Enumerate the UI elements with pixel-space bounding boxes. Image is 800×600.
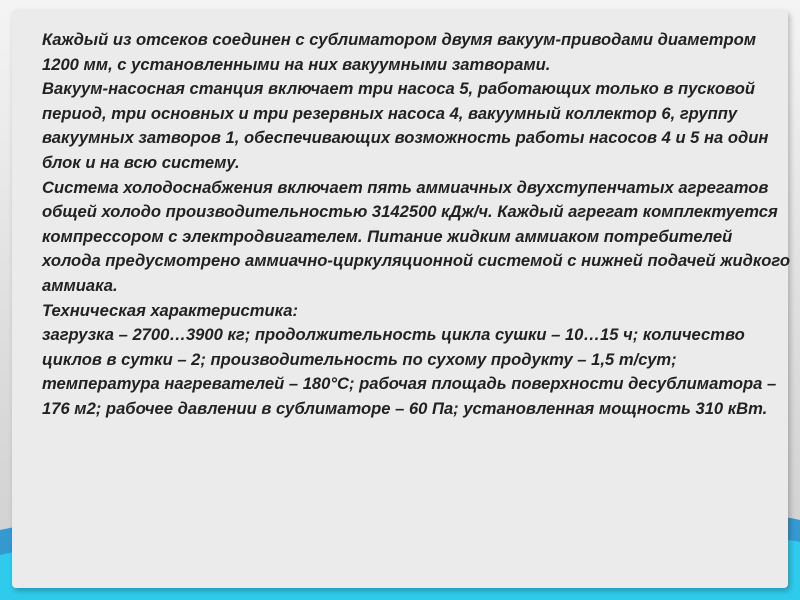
paragraph-vacuum-connections: Каждый из отсеков соединен с сублиматором двумя вакуум-приводами диаметром 1200 мм, с установленными на них вакуумными затворами. [42, 30, 757, 74]
slide-body-text [42, 28, 790, 422]
paragraph-specs-values: загрузка – 2700…3900 кг; продолжительность цикла сушки – 10…15 ч; количество циклов в сутки – 2; производительность по сухому продукту – 1,5 т/сут; температура нагревателей – 180°С; рабочая площадь поверхности десублиматора – 176 м2; рабочее давлении в сублиматоре – 60 Па; установленная мощность 310 кВт. [42, 325, 777, 418]
content-panel [12, 10, 788, 588]
paragraph-specs-heading: Техническая характеристика: [42, 300, 298, 320]
paragraph-cooling-system: Система холодоснабжения включает пять аммиачных двухступенчатых агрегатов общей холодо производительностью 3142500 кДж/ч. Каждый агрегат комплектуется компрессором с электродвигателем. Питание жидким аммиаком потребителей холода предусмотрено аммиачно-циркуляционной системой с нижней подачей жидкого аммиака. [42, 177, 790, 295]
paragraph-vacuum-pump-station: Вакуум-насосная станция включает три насоса 5, работающих только в пусковой период, три основных и три резервных насоса 4, вакуумный коллектор 6, группу вакуумных затворов 1, обеспечивающих возможность работы насосов 4 и 5 на один блок и на всю систему. [42, 79, 769, 172]
